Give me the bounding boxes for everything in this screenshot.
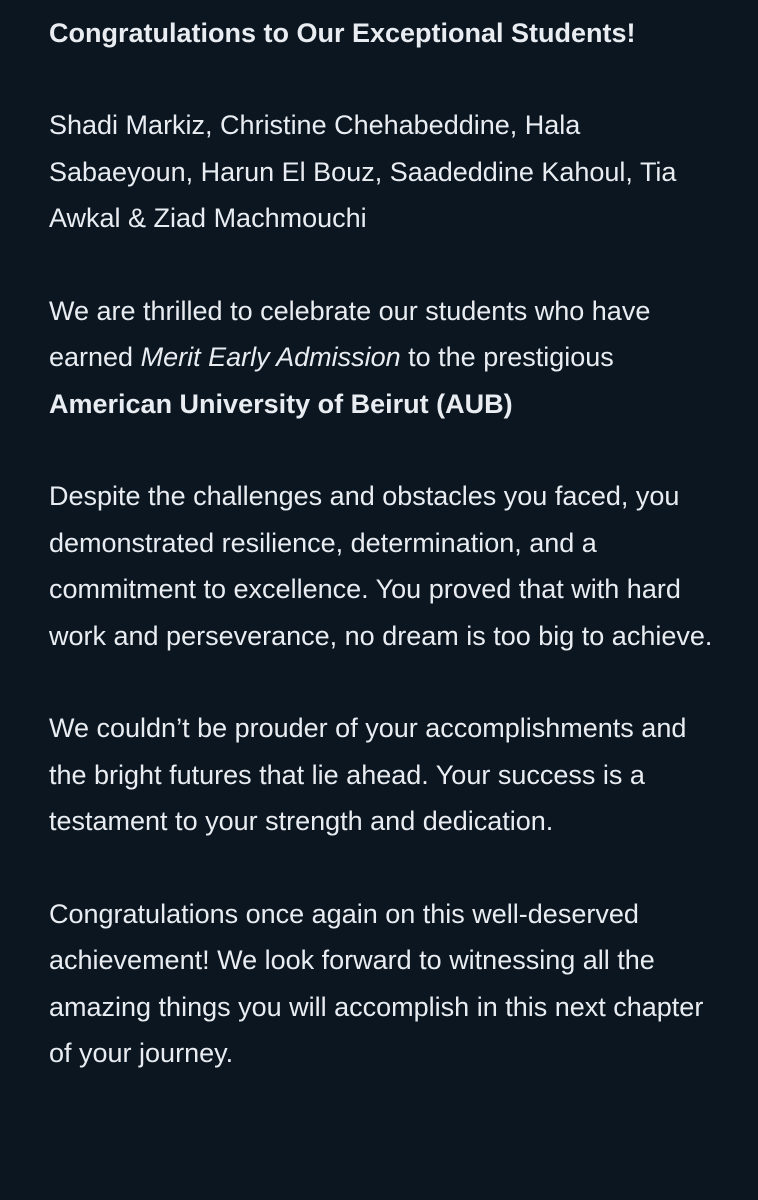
post-title: Congratulations to Our Exceptional Students! <box>49 18 636 48</box>
admission-intro-text: We are thrilled to celebrate our students who have earned <box>49 295 651 372</box>
pride-paragraph: We couldn’t be prouder of your accomplishments and the bright futures that lie ahead. Your success is a testament to your strength and dedication. <box>49 713 687 836</box>
admission-type-text: Merit Early Admission <box>140 342 401 372</box>
student-names-paragraph: Shadi Markiz, Christine Chehabeddine, Hala Sabaeyoun, Harun El Bouz, Saadeddine Kahoul, Tia Awkal & Ziad Machmouchi <box>49 110 677 233</box>
university-name-text: American University of Beirut (AUB) <box>49 388 513 419</box>
admission-middle-text: to the prestigious <box>400 342 614 372</box>
closing-paragraph: Congratulations once again on this well-deserved achievement! We look forward to witnessing all the amazing things you will accomplish in this next chapter of your journey. <box>49 898 704 1068</box>
resilience-paragraph: Despite the challenges and obstacles you faced, you demonstrated resilience, determination, and a commitment to excellence. You proved that with hard work and perseverance, no dream is too big to achieve. <box>49 481 713 651</box>
admission-paragraph <box>49 288 718 428</box>
